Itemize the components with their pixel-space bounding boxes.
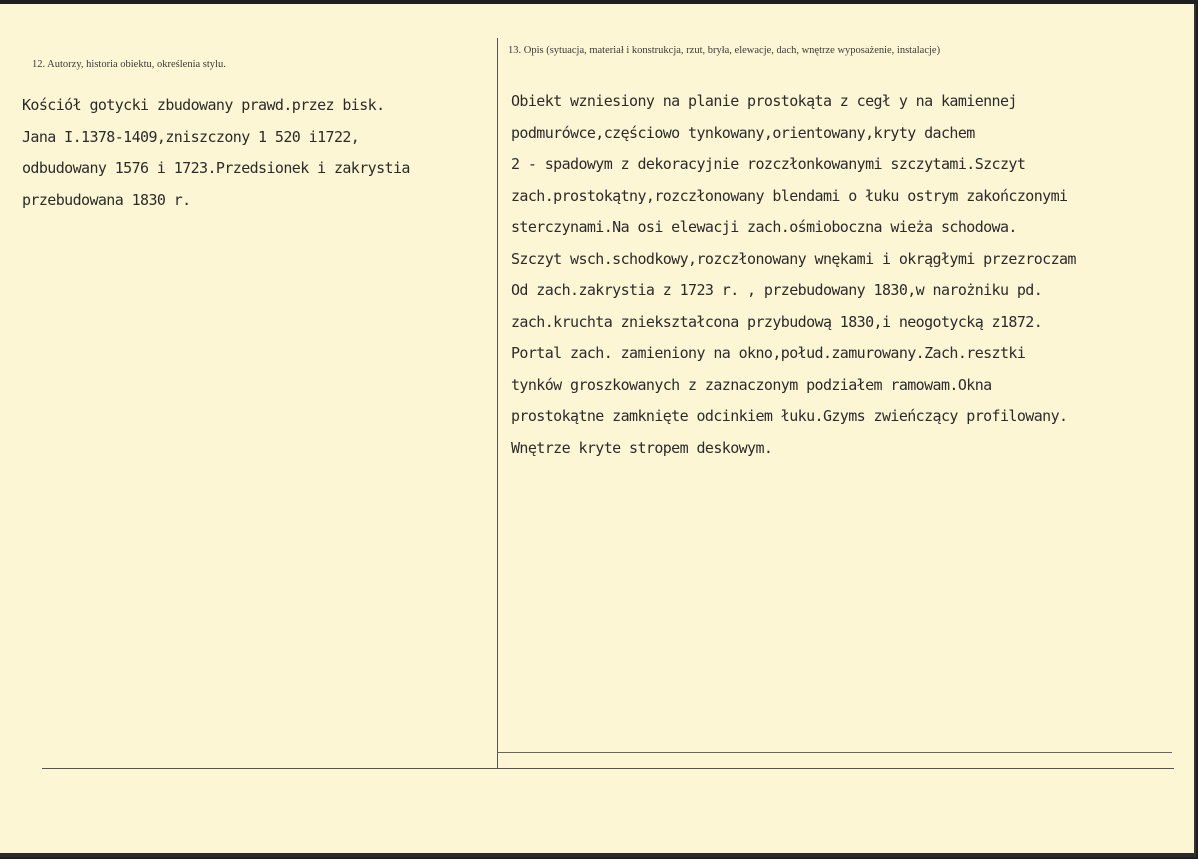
description-line: Portal zach. zamieniony na okno,połud.zamurowany.Zach.resztki	[511, 344, 1026, 362]
description-line: 2 - spadowym z dekoracyjnie rozczłonkowanymi szczytami.Szczyt	[511, 155, 1026, 173]
description-line: Szczyt wsch.schodkowy,rozczłonowany wnękami i okrągłymi przezroczam	[511, 249, 1076, 268]
history-text	[22, 90, 410, 216]
section-13-header: 13. Opis (sytuacja, materiał i konstrukcja, rzut, bryła, elewacje, dach, wnętrze wyposażenie, instalacje)	[508, 45, 941, 56]
history-line: odbudowany 1576 i 1723.Przedsionek i zakrystia	[22, 159, 410, 177]
description-line: Obiekt wzniesiony na planie prostokąta z cegł y na kamiennej	[511, 92, 1017, 110]
description-line: zach.prostokątny,rozczłonowany blendami o łuku ostrym zakończonymi	[511, 186, 1068, 205]
card-edge	[0, 853, 1194, 857]
description-line: podmurówce,częściowo tynkowany,orientowany,kryty dachem	[511, 123, 975, 142]
history-line: Jana I.1378-1409,zniszczony 1 520 i1722,	[22, 127, 360, 146]
description-text	[511, 86, 1076, 464]
history-line: Kościół gotycki zbudowany prawd.przez bisk.	[22, 96, 385, 114]
history-line: przebudowana 1830 r.	[22, 190, 191, 209]
description-line: prostokątne zamknięte odcinkiem łuku.Gzyms zwieńczący profilowany.	[511, 407, 1068, 425]
description-line: tynków groszkowanych z zaznaczonym podziałem ramowam.Okna	[511, 375, 992, 394]
column-divider	[497, 38, 498, 768]
section-12-header: 12. Autorzy, historia obiektu, określenia stylu.	[32, 59, 226, 70]
description-line: zach.kruchta zniekształcona przybudową 1830,i neogotycką z1872.	[511, 312, 1043, 331]
description-line: Wnętrze kryte stropem deskowym.	[511, 438, 773, 457]
description-line: sterczynami.Na osi elewacji zach.ośmioboczna wieża schodowa.	[511, 218, 1017, 236]
record-card	[0, 4, 1196, 857]
description-line: Od zach.zakrystia z 1723 r. , przebudowany 1830,w narożniku pd.	[511, 281, 1043, 299]
bottom-rule	[42, 768, 1174, 769]
right-column-bottom-rule	[498, 752, 1172, 753]
